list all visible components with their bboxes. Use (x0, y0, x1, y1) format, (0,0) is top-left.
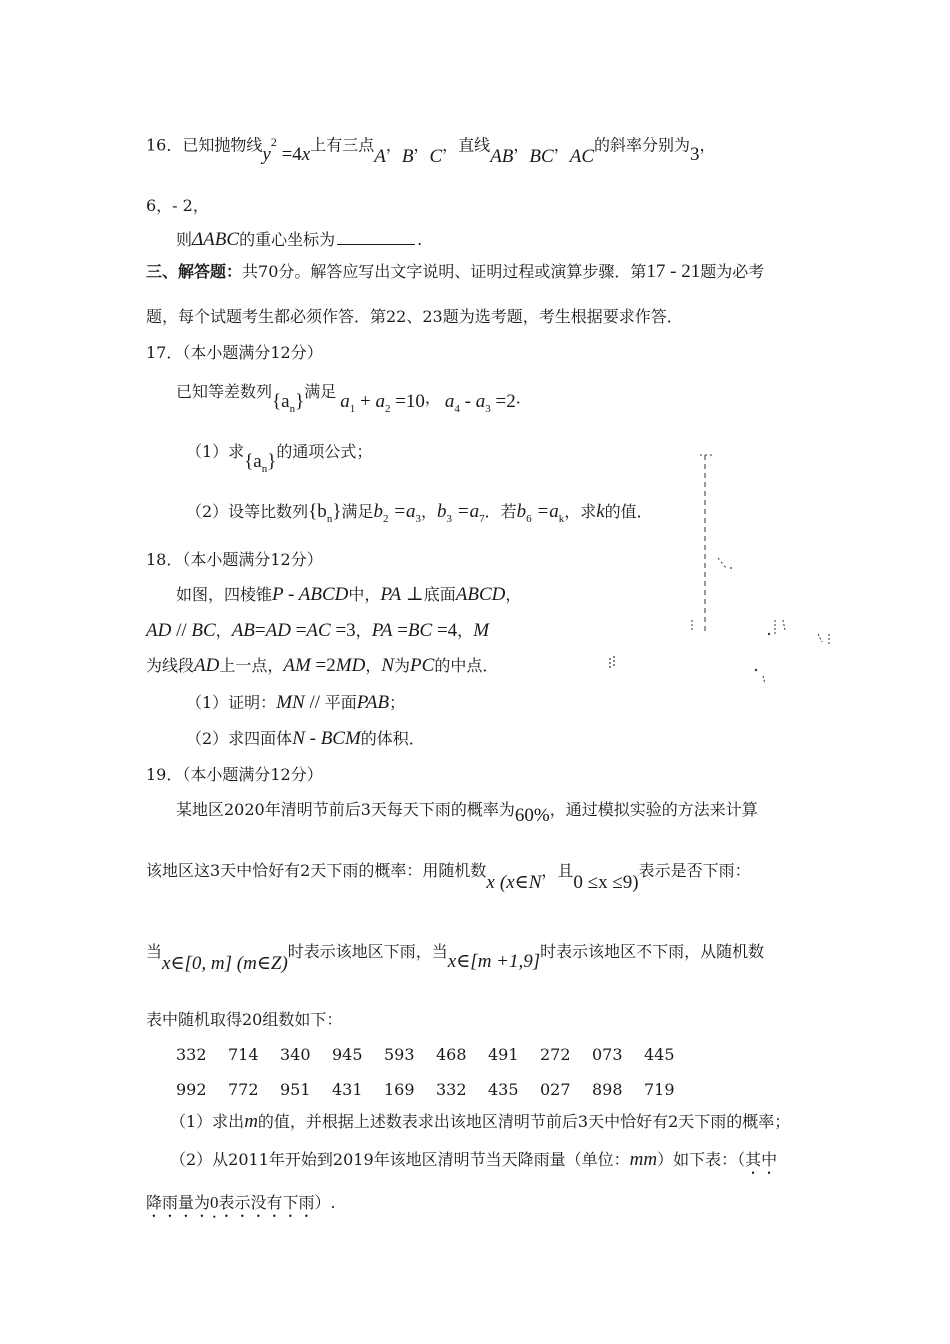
q19-line3: 当x∈[0, m] (m∈Z)时表示该地区下雨，当x∈[m +1,9]时表示该地区不下雨，从随机数 (146, 942, 765, 974)
q19-part1: （1）求出m的值，并根据上述数表求出该地区清明节前后3天中恰好有2天下雨的概率； (170, 1111, 791, 1132)
table-cell: 272 (540, 1045, 571, 1064)
q16-triangle: ΔABC (192, 229, 240, 250)
q16-line3: 则ΔABC的重心坐标为 . (176, 229, 423, 250)
table-cell: 898 (592, 1080, 623, 1099)
random-number-row-2 (176, 1080, 696, 1100)
table-cell: 169 (384, 1080, 415, 1099)
table-cell: 332 (176, 1045, 207, 1064)
table-cell: 073 (592, 1045, 623, 1064)
q18-part2: （2）求四面体N - BCM的体积． (186, 728, 425, 749)
figure-mark (783, 620, 785, 630)
q16-math-y: y (262, 144, 271, 166)
figure-edge (718, 558, 726, 568)
table-cell: 435 (488, 1080, 519, 1099)
table-cell: 593 (384, 1045, 415, 1064)
table-cell: 332 (436, 1080, 467, 1099)
table-cell: 719 (644, 1080, 675, 1099)
q18-line2: AD // BC，AB=AD =AC =3，PA =BC =4，M (146, 620, 490, 641)
table-cell: 945 (332, 1045, 363, 1064)
figure-dot (768, 633, 770, 635)
table-cell: 027 (540, 1080, 571, 1099)
table-cell: 992 (176, 1080, 207, 1099)
figure-mark (763, 676, 765, 684)
q19-line2: 该地区这3天中恰好有2天下雨的概率：用随机数x (x∈N，且0 ≤x ≤9)表示是否下雨： (146, 861, 751, 893)
table-cell: 951 (280, 1080, 311, 1099)
q16-line2: 6，- 2， (146, 196, 209, 215)
random-number-row-1 (176, 1045, 696, 1065)
q18-line3: 为线段AD上一点，AM =2MD，N为PC的中点． (146, 655, 499, 676)
q18-part1: （1）证明：MN // 平面PAB； (186, 692, 406, 713)
table-cell: 445 (644, 1045, 675, 1064)
table-cell: 714 (228, 1045, 259, 1064)
table-cell: 431 (332, 1080, 363, 1099)
q16-line1: 16．已知抛物线$y^2 =4x$上有三点A，B，C，直线AB，BC，AC的斜率分别为3， (146, 135, 716, 168)
q17-statement: 已知等差数列$\{a_n\}$满足 $a_1 + a_2 =10$， $a_4 - a_3 =2$． (176, 382, 532, 415)
q18-line1: 如图，四棱锥P - ABCD中，PA ⊥底面ABCD， (176, 584, 522, 605)
table-cell: 340 (280, 1045, 311, 1064)
q19-heading: 19．（本小题满分12分） (146, 765, 323, 784)
q19-line4: 表中随机取得20组数如下： (146, 1010, 343, 1029)
q16-text: 16．已知抛物线 (146, 135, 263, 155)
q17-heading: 17．（本小题满分12分） (146, 343, 323, 362)
section3-line1: 三、解答题：共70分。解答应写出文字说明、证明过程或演算步骤．第17 - 21题为必考 (146, 261, 765, 282)
table-cell: 491 (488, 1045, 519, 1064)
table-cell: 468 (436, 1045, 467, 1064)
q17-part2: （2）设等比数列$\{b_n\}$满足$b_2 =a_3$，$b_3 =a_7$．若$b_6 =a_k$，求k的值． (186, 501, 653, 525)
figure-mark (818, 634, 822, 642)
figure-dot (730, 567, 732, 569)
q17-part1: （1）求$\{a_n\}$的通项公式； (186, 442, 373, 475)
q19-line1: 某地区2020年清明节前后3天每天下雨的概率为60%，通过模拟实验的方法来计算 (176, 800, 758, 826)
section3-heading: 三、解答题： (146, 262, 243, 281)
q18-heading: 18．（本小题满分12分） (146, 550, 323, 569)
q19-part2: （2）从2011年开始到2019年该地区清明节当天降雨量（单位：mm）如下表：（其中 (170, 1149, 778, 1170)
section3-line2: 题，每个试题考生都必须作答．第22、23题为选考题，考生根据要求作答． (146, 307, 683, 326)
table-cell: 772 (228, 1080, 259, 1099)
figure-dot (755, 669, 757, 671)
q19-line5: 降雨量为0表示没有下雨）. (146, 1193, 336, 1212)
